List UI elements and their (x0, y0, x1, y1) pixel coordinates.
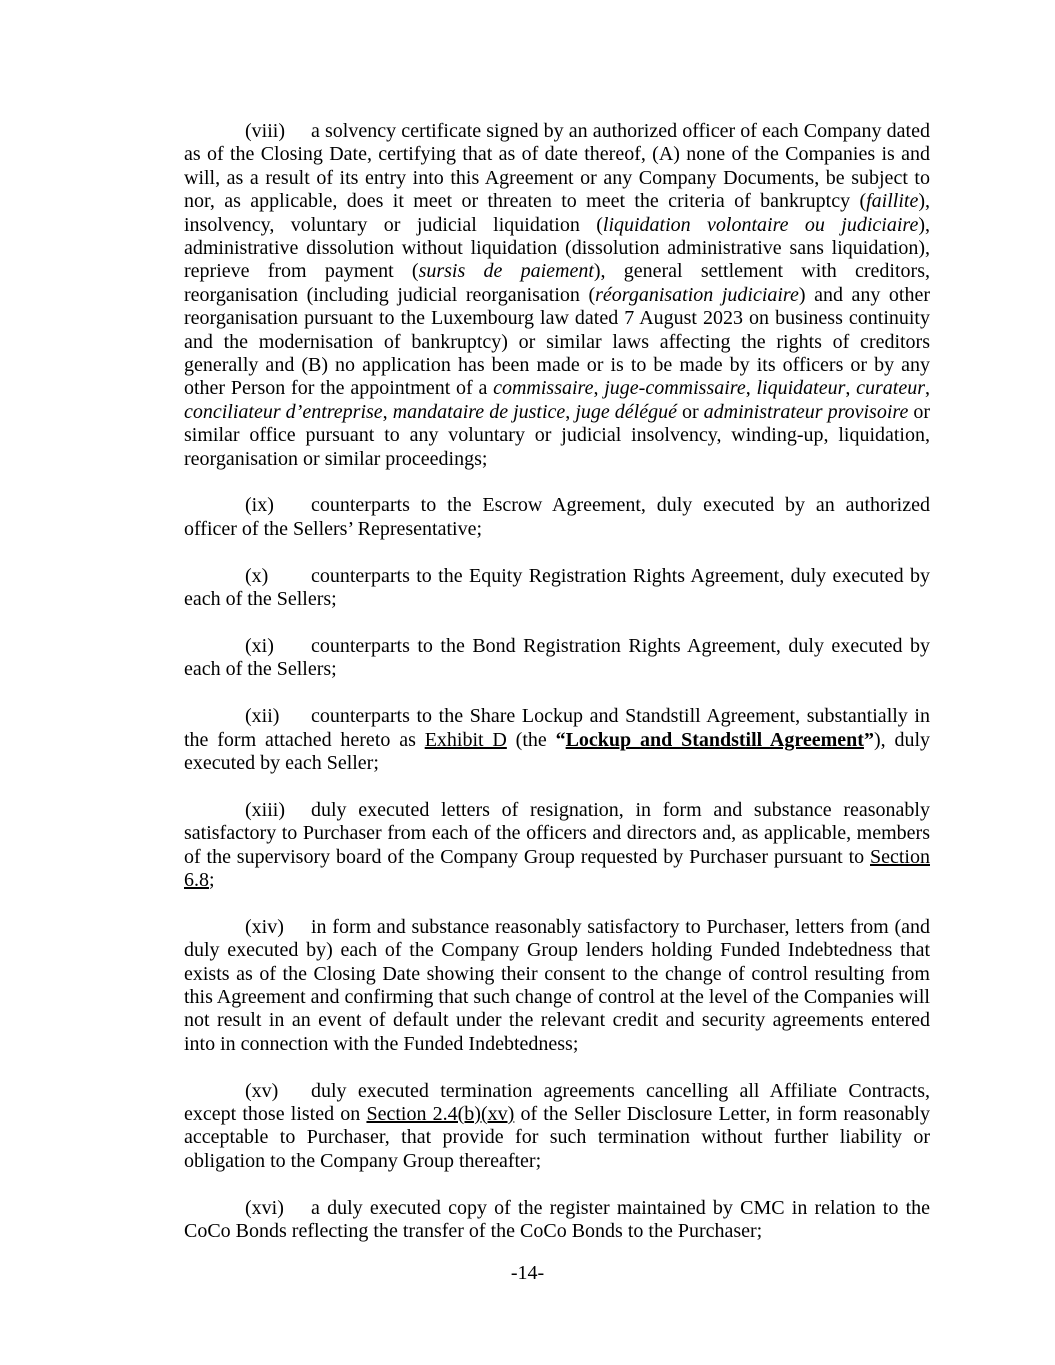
paragraph-xiv (184, 916, 930, 1056)
text-run: or similar office pursuant to any voluntary or judicial insolvency, winding-up, liquidation, reorganisation or similar proceedings; (184, 400, 931, 470)
text-run: Lockup and Standstill Agreement (565, 728, 864, 751)
text-run: juge-commissaire (604, 377, 746, 400)
text-run: counterparts to the Share Lockup and Standstill Agreement, substantially in the form attached hereto as (184, 705, 930, 751)
text-run: of the Seller Disclosure Letter, in form reasonably acceptable to Purchaser, that provide for such termination without further liability or obligation to the Company Group thereafter; (184, 1102, 930, 1172)
text-run: administrateur provisoire (703, 400, 909, 423)
text-run: commissaire (493, 377, 594, 400)
text-run: juge délégué (575, 400, 677, 423)
paragraph-xi (184, 635, 930, 682)
text-run: ), administrative dissolution without liquidation (dissolution administrative sans liquidation), reprieve from payment ( (184, 213, 930, 283)
text-run: ), duly executed by each Seller; (184, 728, 931, 774)
clause-number: (xv) (245, 1079, 279, 1102)
text-run: ” (863, 728, 874, 751)
text-run: duly executed letters of resignation, in form and substance reasonably satisfactory to Purchaser from each of the officers and directors and, as applicable, members of the supervisory board of the Company Group requested by Purchaser pursuant to (184, 798, 930, 868)
text-run: in form and substance reasonably satisfactory to Purchaser, letters from (and duly executed by) each of the Company Group lenders holding Funded Indebtedness that exists as of the Closing Date showing their consent to the change of control resulting from this Agreement and confirming that such change of control at the level of the Companies will not result in an event of default under the relevant credit and security agreements entered into in connection with the Funded Indebtedness; (184, 915, 930, 1055)
text-run: , (925, 377, 931, 400)
clause-number: (xvi) (245, 1196, 284, 1219)
paragraph-x (184, 565, 930, 612)
text-run: ; (209, 868, 215, 891)
text-run: “ (555, 728, 566, 751)
clause-number: (x) (245, 564, 269, 587)
text-run: réorganisation judiciaire (595, 283, 799, 306)
clause-number: (xiv) (245, 915, 284, 938)
text-run: counterparts to the Bond Registration Rights Agreement, duly executed by each of the Sellers; (184, 634, 930, 681)
text-run: counterparts to the Escrow Agreement, duly executed by an authorized officer of the Sellers’ Representative; (184, 494, 930, 540)
text-run: duly executed termination agreements cancelling all Affiliate Contracts, except those listed on (184, 1079, 930, 1125)
text-run: Section 6.8 (184, 845, 930, 891)
clause-number: (xi) (245, 634, 274, 657)
text-run: liquidateur (756, 377, 846, 400)
paragraph-viii (184, 120, 930, 471)
clause-number: (xiii) (245, 798, 285, 821)
text-run: , (593, 377, 605, 400)
text-run: , (845, 377, 857, 400)
text-run: faillite (866, 190, 919, 213)
text-run: ), general settlement with creditors, reorganisation (including judicial reorganisation ( (184, 260, 930, 306)
clause-number: (viii) (245, 120, 285, 142)
text-run: , (565, 400, 576, 423)
text-run: liquidation volontaire ou judiciaire (602, 213, 919, 236)
document-body (184, 120, 930, 1267)
clause-number: (ix) (245, 494, 274, 517)
text-run: , (382, 400, 393, 423)
text-run: Exhibit D (424, 728, 507, 751)
text-run: (the (506, 728, 556, 751)
text-run: sursis de paiement (418, 260, 594, 283)
text-run: a solvency certificate signed by an authorized officer of each Company dated as of the Closing Date, certifying that as of date thereof, (A) none of the Companies is and will, as a result of its entry into this Agreement or any Company Documents, be subject to nor, as applicable, does it meet or threaten to meet the criteria of bankruptcy ( (184, 120, 930, 213)
text-run: ) and any other reorganisation pursuant to the Luxembourg law dated 7 August 2023 on business continuity and the modernisation of bankruptcy) or similar laws affecting the rights of creditors generally and (B) no application has been made or is to be made by its officers or by any other Person for the appointment of a (184, 283, 931, 400)
text-run: a duly executed copy of the register maintained by CMC in relation to the CoCo Bonds reflecting the transfer of the CoCo Bonds to the Purchaser; (184, 1196, 930, 1242)
text-run: , (745, 377, 757, 400)
paragraph-xvi (184, 1197, 930, 1244)
text-run: curateur (856, 377, 926, 400)
text-run: or (676, 400, 704, 423)
text-run: ), insolvency, voluntary or judicial liquidation ( (184, 190, 930, 236)
paragraph-xv (184, 1080, 930, 1174)
paragraph-ix (184, 494, 930, 541)
text-run: conciliateur d’entreprise (184, 400, 383, 423)
paragraph-xiii (184, 799, 930, 893)
clause-number: (xii) (245, 705, 280, 728)
paragraph-xii (184, 705, 930, 775)
text-run: counterparts to the Equity Registration Rights Agreement, duly executed by each of the Sellers; (184, 564, 930, 611)
text-run: mandataire de justice (392, 400, 566, 423)
page-number: -14- (510, 1262, 545, 1284)
text-run: Section 2.4(b)(xv) (366, 1102, 515, 1125)
